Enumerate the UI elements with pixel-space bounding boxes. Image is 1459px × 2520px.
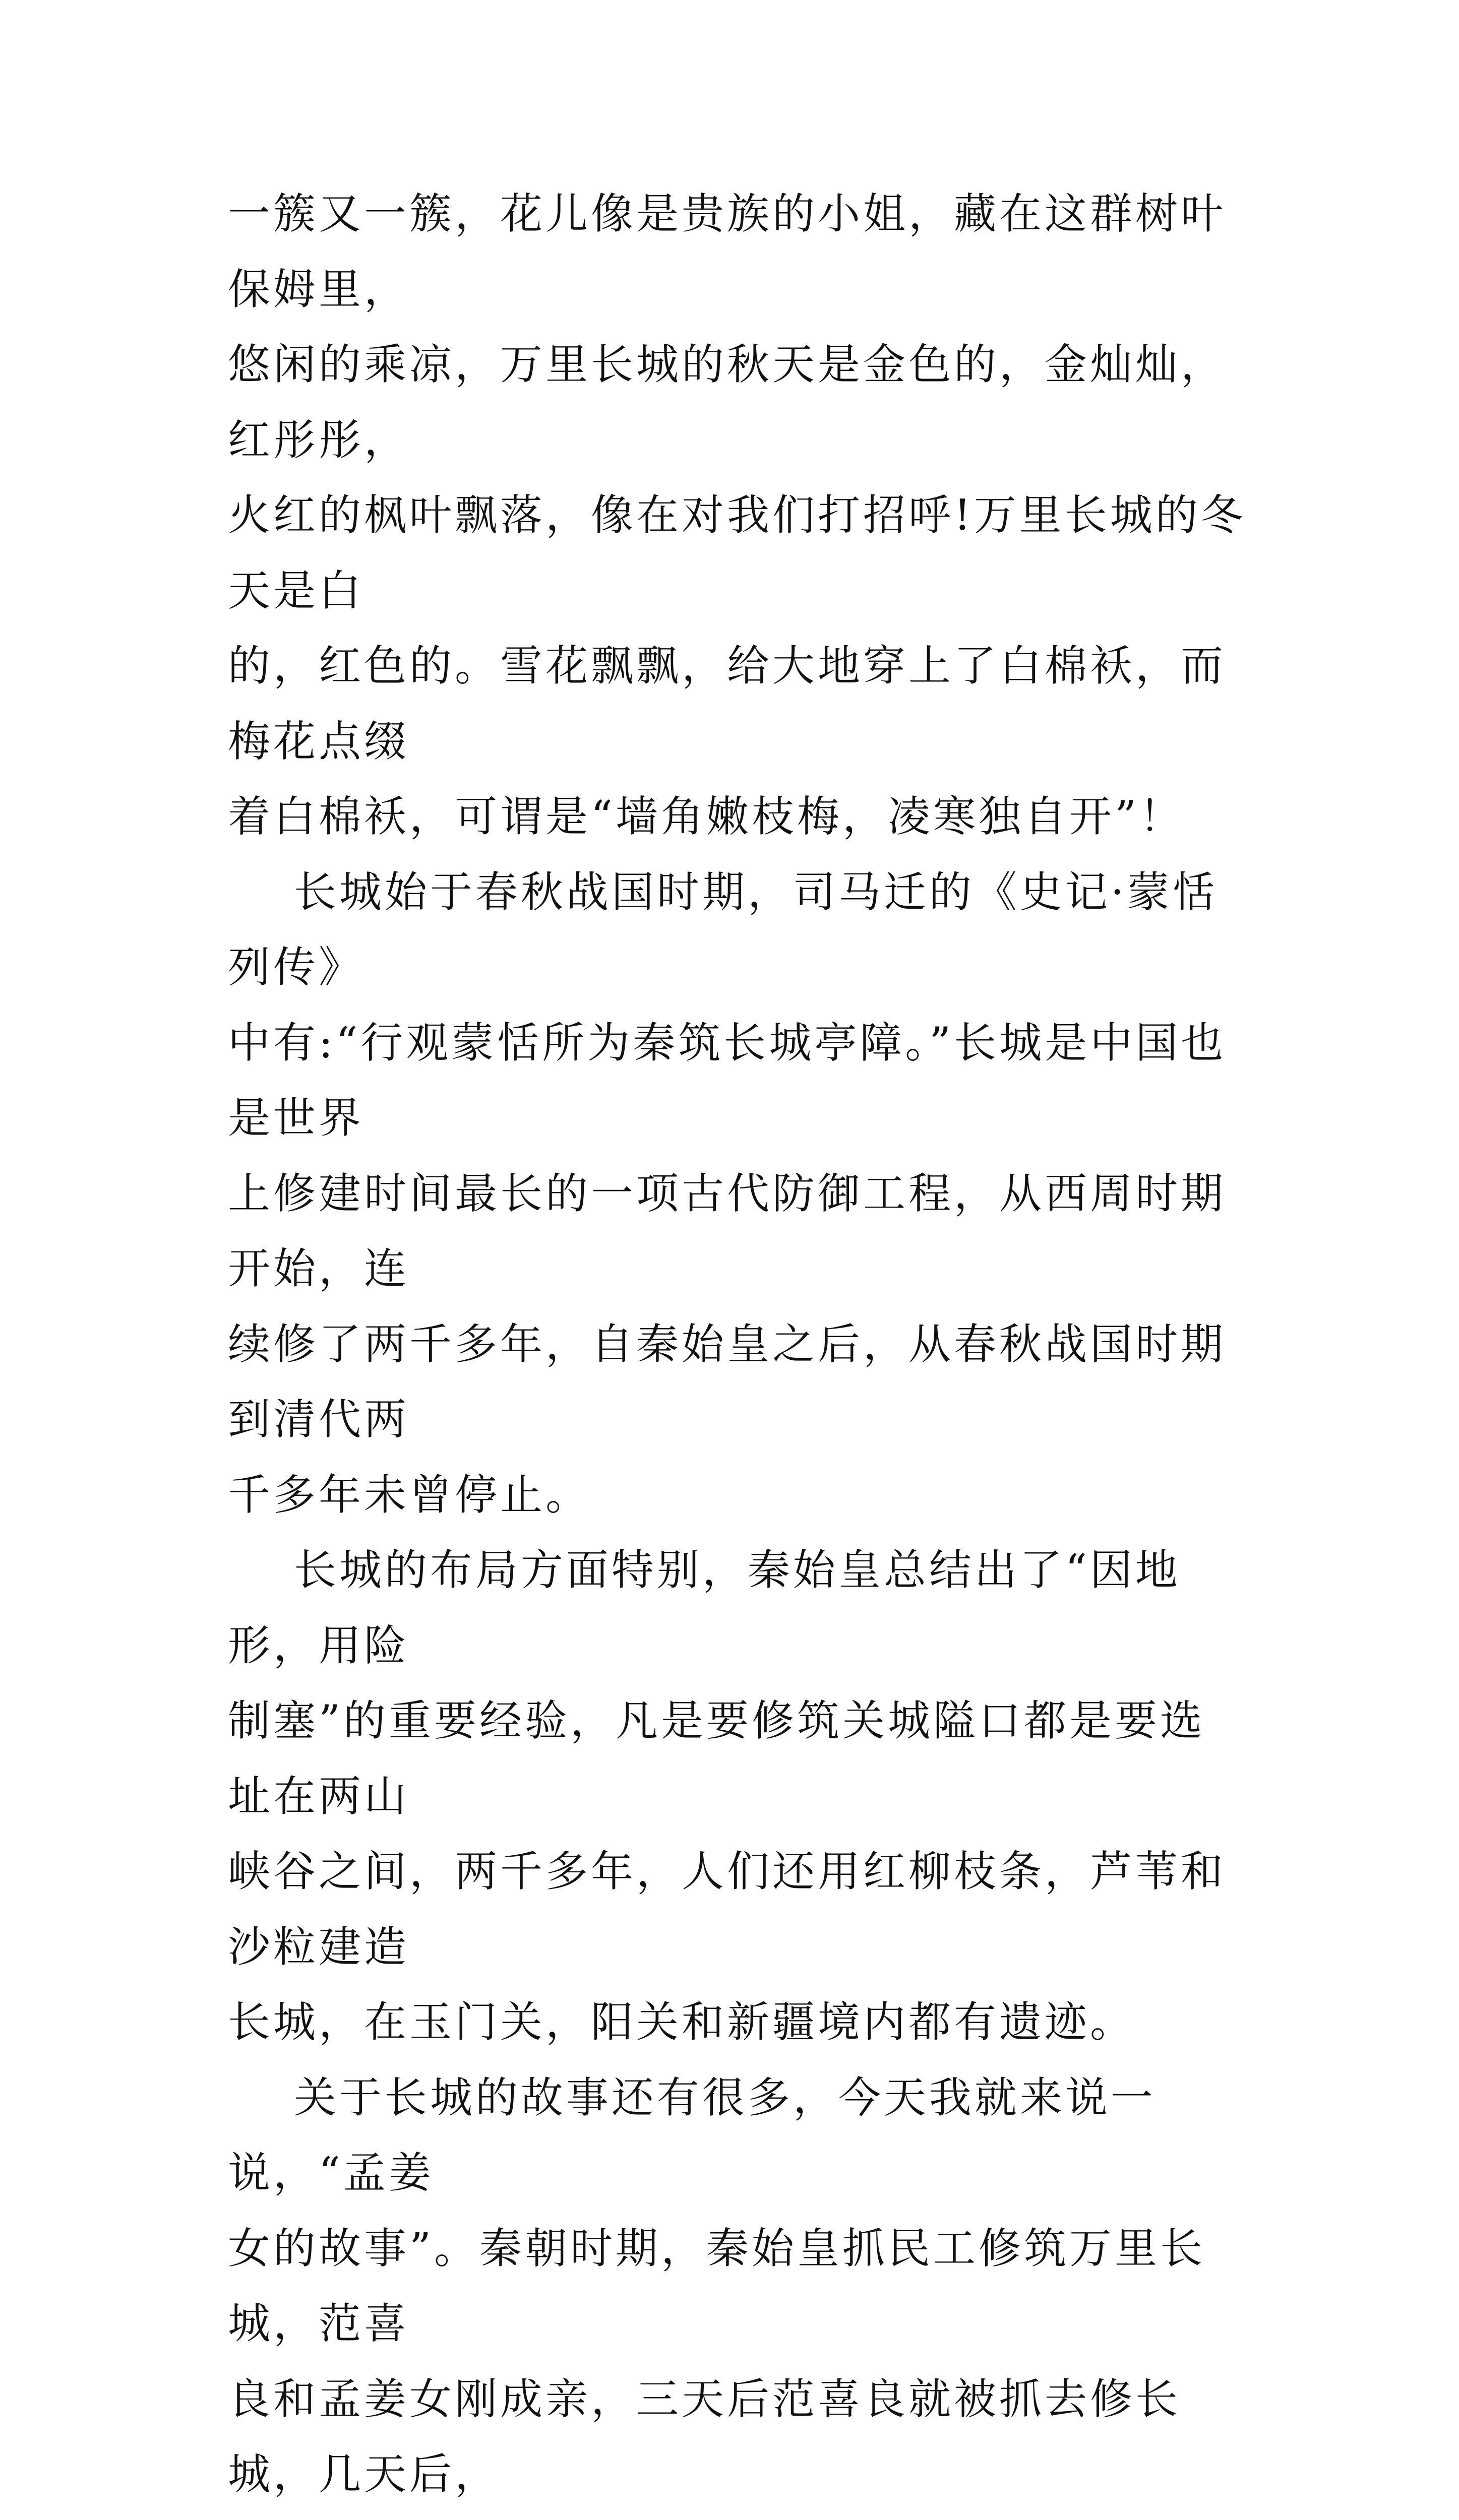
paragraph-legend: 关于长城的故事还有很多，今天我就来说一说，“孟姜 女的故事”。秦朝时期，秦始皇抓民工修筑万里长城，范喜 良和孟姜女刚成亲，三天后范喜良就被抓去修长城，几天后，: [228, 2060, 1246, 2520]
body-text: [228, 176, 1246, 2520]
paragraph-seasons: 一簇又一簇，花儿像是贵族的小姐，藏在这群树叶保姆里， 悠闲的乘凉，万里长城的秋天是金色的，金灿灿，红彤彤， 火红的枫叶飘落，像在对我们打招呼!万里长城的冬天是白 的，红色的。雪花飘飘，给大地穿上了白棉袄，而梅花点缀 着白棉袄，可谓是“墙角嫩枝梅，凌寒独自开”！: [228, 176, 1246, 855]
paragraph-history: 长城始于春秋战国时期，司马迁的《史记·蒙恬列传》 中有:“行观蒙恬所为秦筑长城亭障。”长城是中国也是世界 上修建时间最长的一项古代防御工程，从西周时期开始，连 续修了两千多年，自秦始皇之后，从春秋战国时期到清代两 千多年未曾停止。: [228, 855, 1246, 1533]
paragraph-layout: 长城的布局方面特别，秦始皇总结出了“因地形，用险 制塞”的重要经验，凡是要修筑关城隘口都是要选址在两山 峡谷之间，两千多年，人们还用红柳枝条，芦苇和沙粒建造 长城，在玉门关，阳关和新疆境内都有遗迹。: [228, 1533, 1246, 2060]
